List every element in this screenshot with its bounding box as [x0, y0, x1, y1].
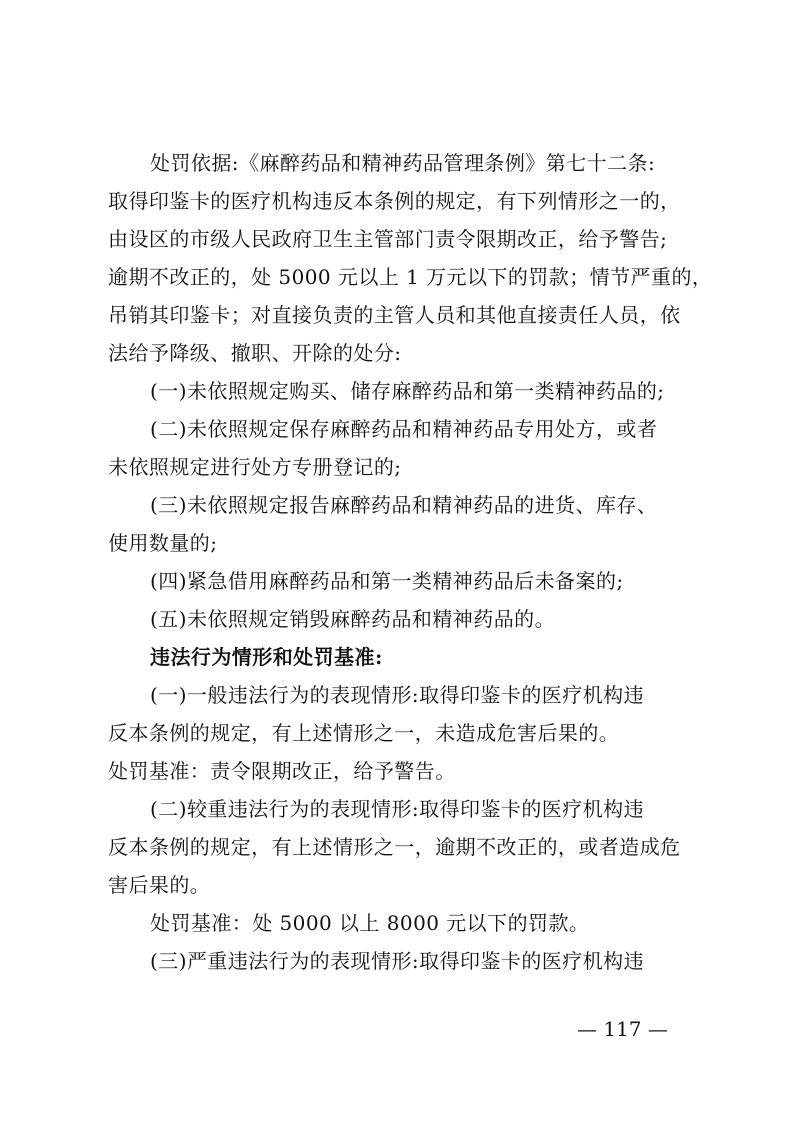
text-line-4: 逾期不改正的，处 5000 元以上 1 万元以下的罚款；情节严重的， — [108, 265, 713, 289]
text-line-22: (三)严重违法行为的表现情形:取得印鉴卡的医疗机构违 — [150, 949, 645, 973]
text-line-10: (三)未依照规定报告麻醉药品和精神药品的进货、库存、 — [150, 493, 658, 517]
text-line-7: (一)未依照规定购买、储存麻醉药品和第一类精神药品的; — [150, 379, 665, 403]
text-line-11: 使用数量的; — [108, 531, 218, 555]
text-line-19: 反本条例的规定，有上述情形之一，逾期不改正的，或者造成危 — [108, 835, 681, 859]
text-line-17: 处罚基准：责令限期改正，给予警告。 — [108, 759, 456, 783]
text-line-3: 由设区的市级人民政府卫生主管部门责令限期改正，给予警告; — [108, 227, 668, 251]
text-line-9: 未依照规定进行处方专册登记的; — [108, 455, 402, 479]
text-line-5: 吊销其印鉴卡；对直接负责的主管人员和其他直接责任人员，依 — [108, 303, 681, 327]
text-line-13: (五)未依照规定销毁麻醉药品和精神药品的。 — [150, 607, 556, 631]
text-line-2: 取得印鉴卡的医疗机构违反本条例的规定，有下列情形之一的， — [108, 189, 681, 213]
text-line-12: (四)紧急借用麻醉药品和第一类精神药品后未备案的; — [150, 569, 624, 593]
text-line-21: 处罚基准：处 5000 以上 8000 元以下的罚款。 — [150, 911, 590, 935]
text-line-20: 害后果的。 — [108, 873, 211, 897]
text-line-8: (二)未依照规定保存麻醉药品和精神药品专用处方，或者 — [150, 417, 658, 441]
page-number: — 117 — — [577, 1017, 668, 1041]
section-heading: 违法行为情形和处罚基准: — [150, 645, 383, 669]
text-line-1: 处罚依据:《麻醉药品和精神药品管理条例》第七十二条: — [150, 151, 656, 175]
text-line-6: 法给予降级、撤职、开除的处分: — [108, 341, 402, 365]
text-line-18: (二)较重违法行为的表现情形:取得印鉴卡的医疗机构违 — [150, 797, 645, 821]
text-line-16: 反本条例的规定，有上述情形之一，未造成危害后果的。 — [108, 721, 620, 745]
text-line-15: (一)一般违法行为的表现情形:取得印鉴卡的医疗机构违 — [150, 683, 645, 707]
